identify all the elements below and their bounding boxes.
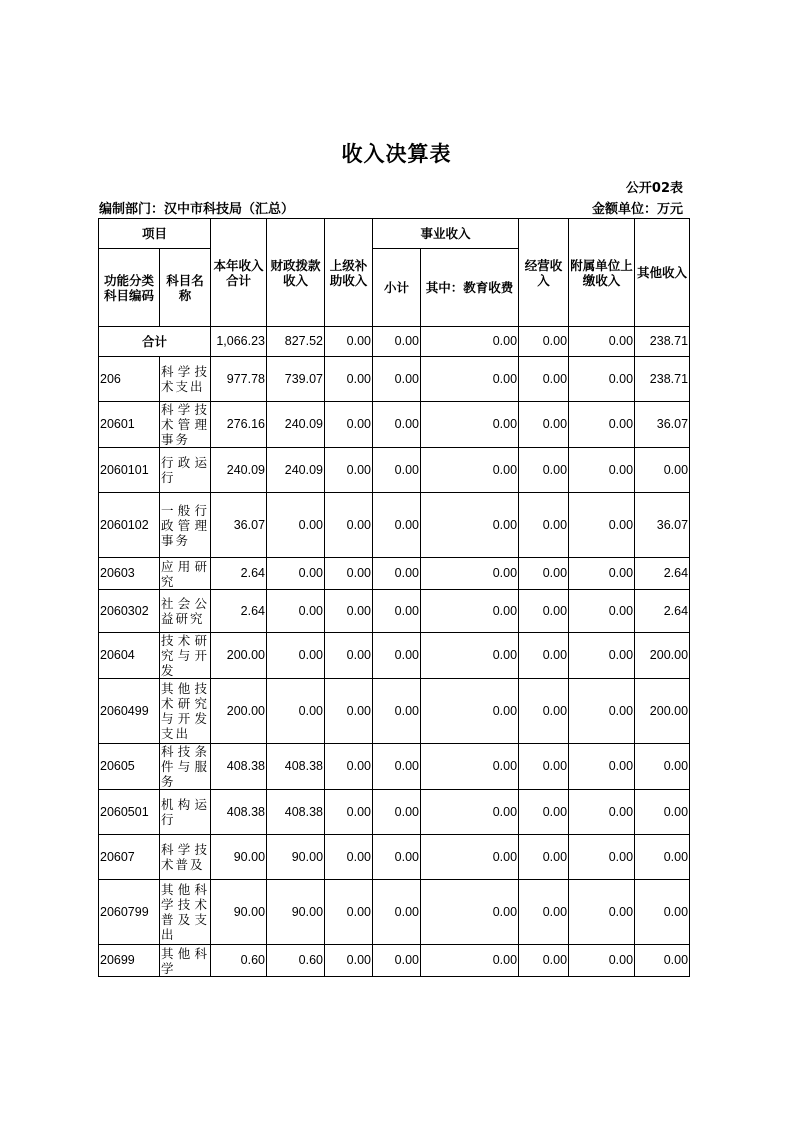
amount-cell: 0.00 [421, 448, 519, 493]
amount-cell: 200.00 [635, 679, 690, 744]
page-title: 收入决算表 [341, 142, 452, 166]
amount-cell: 0.00 [373, 880, 421, 945]
amount-cell: 0.00 [373, 558, 421, 590]
amount-cell: 0.00 [569, 945, 635, 977]
amount-cell: 0.00 [325, 402, 373, 448]
amount-cell: 36.07 [211, 493, 267, 558]
amount-cell: 0.00 [519, 448, 569, 493]
amount-cell: 0.00 [325, 448, 373, 493]
amount-cell: 0.00 [569, 558, 635, 590]
header-project: 项目 [99, 219, 211, 249]
amount-cell: 739.07 [267, 357, 325, 402]
amount-cell: 0.00 [519, 679, 569, 744]
header-func-code: 功能分类科目编码 [99, 249, 160, 327]
amount-cell: 0.00 [421, 945, 519, 977]
table-row [99, 493, 690, 558]
amount-cell: 0.00 [325, 558, 373, 590]
func-code-cell: 2060499 [99, 679, 160, 744]
header-operating: 经营收入 [519, 219, 569, 327]
func-code-cell: 206 [99, 357, 160, 402]
subject-name-cell: 科学技术普及 [160, 835, 211, 880]
amount-cell: 0.00 [635, 945, 690, 977]
subject-name-cell: 其他科学技术普及支出 [160, 880, 211, 945]
amount-cell: 0.00 [421, 679, 519, 744]
amount-cell: 90.00 [267, 880, 325, 945]
amount-cell: 0.00 [421, 790, 519, 835]
total-row [99, 327, 690, 357]
total-value: 0.00 [325, 327, 373, 357]
amount-cell: 0.00 [519, 493, 569, 558]
header-subtotal: 小计 [373, 249, 421, 327]
table-row [99, 558, 690, 590]
amount-cell: 0.00 [569, 357, 635, 402]
amount-cell: 0.00 [519, 835, 569, 880]
total-value: 827.52 [267, 327, 325, 357]
amount-cell: 0.00 [421, 744, 519, 790]
amount-cell: 0.00 [569, 679, 635, 744]
total-value: 0.00 [519, 327, 569, 357]
table-row [99, 448, 690, 493]
amount-cell: 0.00 [267, 633, 325, 679]
amount-cell: 2.64 [211, 558, 267, 590]
amount-cell: 36.07 [635, 493, 690, 558]
amount-cell: 0.00 [519, 558, 569, 590]
amount-cell: 0.00 [421, 493, 519, 558]
table-row [99, 790, 690, 835]
subject-name-cell: 一般行政管理事务 [160, 493, 211, 558]
func-code-cell: 2060101 [99, 448, 160, 493]
func-code-cell: 20603 [99, 558, 160, 590]
amount-cell: 240.09 [267, 402, 325, 448]
func-code-cell: 2060102 [99, 493, 160, 558]
amount-cell: 0.00 [519, 744, 569, 790]
amount-cell: 0.00 [421, 633, 519, 679]
func-code-cell: 2060302 [99, 590, 160, 633]
subject-name-cell: 其他技术研究与开发支出 [160, 679, 211, 744]
amount-cell: 0.00 [569, 402, 635, 448]
amount-cell: 0.00 [569, 633, 635, 679]
amount-cell: 200.00 [211, 679, 267, 744]
amount-cell: 0.00 [325, 357, 373, 402]
table-row [99, 945, 690, 977]
amount-cell: 0.00 [519, 633, 569, 679]
amount-cell: 0.00 [373, 945, 421, 977]
amount-cell: 0.00 [635, 790, 690, 835]
amount-cell: 0.00 [325, 590, 373, 633]
amount-cell: 0.00 [519, 880, 569, 945]
func-code-cell: 20605 [99, 744, 160, 790]
amount-cell: 200.00 [211, 633, 267, 679]
header-superior: 上级补助收入 [325, 219, 373, 327]
amount-cell: 0.00 [569, 790, 635, 835]
amount-cell: 0.00 [373, 448, 421, 493]
amount-cell: 0.00 [569, 835, 635, 880]
amount-cell: 0.00 [267, 679, 325, 744]
amount-cell: 0.00 [325, 744, 373, 790]
func-code-cell: 2060501 [99, 790, 160, 835]
amount-cell: 408.38 [211, 790, 267, 835]
total-value: 0.00 [421, 327, 519, 357]
amount-cell: 0.00 [569, 880, 635, 945]
amount-cell: 0.00 [267, 493, 325, 558]
amount-cell: 0.00 [373, 790, 421, 835]
amount-cell: 90.00 [211, 880, 267, 945]
subject-name-cell: 机构运行 [160, 790, 211, 835]
func-code-cell: 20699 [99, 945, 160, 977]
amount-cell: 0.00 [421, 880, 519, 945]
amount-cell: 0.00 [421, 558, 519, 590]
amount-cell: 0.00 [267, 558, 325, 590]
total-value: 238.71 [635, 327, 690, 357]
amount-cell: 0.00 [635, 880, 690, 945]
amount-cell: 0.00 [635, 448, 690, 493]
amount-cell: 0.00 [421, 835, 519, 880]
total-value: 0.00 [569, 327, 635, 357]
unit-label: 金额单位：万元 [591, 202, 683, 217]
amount-cell: 0.00 [635, 744, 690, 790]
header-total-income: 本年收入合计 [211, 219, 267, 327]
header-fiscal: 财政拨款收入 [267, 219, 325, 327]
amount-cell: 238.71 [635, 357, 690, 402]
table-row [99, 590, 690, 633]
amount-cell: 0.00 [373, 590, 421, 633]
amount-cell: 0.00 [325, 679, 373, 744]
amount-cell: 0.00 [569, 448, 635, 493]
amount-cell: 408.38 [211, 744, 267, 790]
table-row [99, 633, 690, 679]
amount-cell: 276.16 [211, 402, 267, 448]
amount-cell: 0.00 [519, 790, 569, 835]
department-label: 编制部门：汉中市科技局（汇总） [99, 202, 295, 217]
amount-cell: 0.00 [569, 744, 635, 790]
amount-cell: 200.00 [635, 633, 690, 679]
header-subject-name: 科目名称 [160, 249, 211, 327]
amount-cell: 2.64 [635, 558, 690, 590]
amount-cell: 0.00 [421, 402, 519, 448]
amount-cell: 0.00 [569, 590, 635, 633]
amount-cell: 0.00 [373, 402, 421, 448]
subject-name-cell: 其他科学 [161, 945, 210, 976]
amount-cell: 0.00 [325, 790, 373, 835]
amount-cell: 0.00 [267, 590, 325, 633]
func-code-cell: 2060799 [99, 880, 160, 945]
amount-cell: 0.60 [211, 945, 267, 977]
amount-cell: 2.64 [635, 590, 690, 633]
amount-cell: 0.60 [267, 945, 325, 977]
amount-cell: 0.00 [373, 679, 421, 744]
amount-cell: 2.64 [211, 590, 267, 633]
subject-name-cell: 科技条件与服务 [161, 744, 210, 789]
subject-name-cell: 科学技术支出 [160, 357, 211, 402]
func-code-cell: 20604 [99, 633, 160, 679]
amount-cell: 240.09 [211, 448, 267, 493]
table-row [99, 880, 690, 945]
amount-cell: 0.00 [373, 493, 421, 558]
amount-cell: 36.07 [635, 402, 690, 448]
amount-cell: 0.00 [569, 493, 635, 558]
subject-name-cell: 科学技术管理事务 [161, 402, 210, 447]
amount-cell: 0.00 [373, 633, 421, 679]
func-code-cell: 20601 [99, 402, 160, 448]
func-code-cell: 20607 [99, 835, 160, 880]
table-row [99, 835, 690, 880]
amount-cell: 0.00 [421, 357, 519, 402]
subject-name-cell: 技术研究与开发 [161, 633, 210, 678]
table-row [99, 357, 690, 402]
amount-cell: 0.00 [325, 835, 373, 880]
total-value: 0.00 [373, 327, 421, 357]
amount-cell: 0.00 [325, 633, 373, 679]
total-value: 1,066.23 [211, 327, 267, 357]
amount-cell: 0.00 [519, 402, 569, 448]
header-business: 事业收入 [373, 219, 519, 249]
amount-cell: 0.00 [373, 744, 421, 790]
amount-cell: 408.38 [267, 790, 325, 835]
amount-cell: 0.00 [519, 945, 569, 977]
amount-cell: 977.78 [211, 357, 267, 402]
header-edu-fee: 其中：教育收费 [421, 249, 519, 327]
table-row [99, 679, 690, 744]
total-label: 合计 [99, 327, 211, 357]
subject-name-cell: 应用研究 [161, 558, 210, 589]
amount-cell: 0.00 [519, 357, 569, 402]
amount-cell: 90.00 [267, 835, 325, 880]
amount-cell: 240.09 [267, 448, 325, 493]
amount-cell: 0.00 [373, 357, 421, 402]
subject-name-cell: 社会公益研究 [160, 590, 211, 633]
amount-cell: 0.00 [421, 590, 519, 633]
amount-cell: 0.00 [325, 493, 373, 558]
amount-cell: 0.00 [325, 945, 373, 977]
table-row [99, 744, 690, 790]
table-row [99, 402, 690, 448]
header-other: 其他收入 [635, 219, 690, 327]
subject-name-cell: 行政运行 [160, 448, 211, 493]
amount-cell: 0.00 [325, 880, 373, 945]
income-table [98, 218, 690, 977]
amount-cell: 0.00 [635, 835, 690, 880]
amount-cell: 0.00 [519, 590, 569, 633]
amount-cell: 408.38 [267, 744, 325, 790]
amount-cell: 90.00 [211, 835, 267, 880]
amount-cell: 0.00 [373, 835, 421, 880]
form-number: 公开02表 [625, 181, 683, 196]
header-affiliated: 附属单位上缴收入 [569, 219, 635, 327]
